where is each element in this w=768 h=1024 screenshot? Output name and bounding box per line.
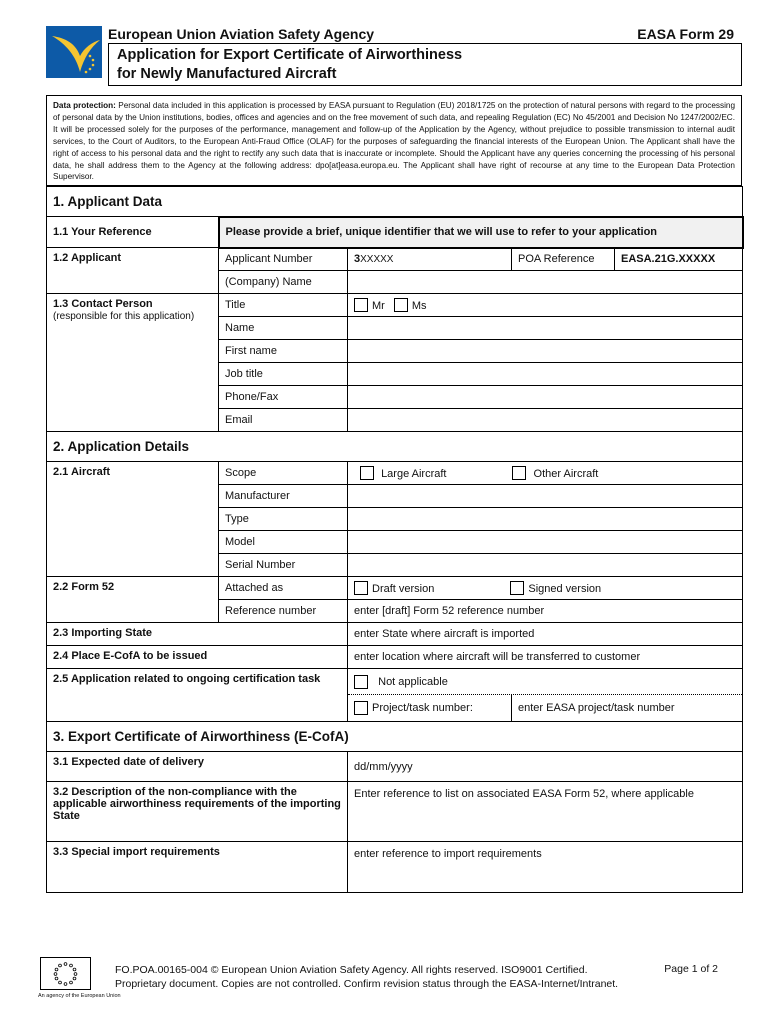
special-import-field[interactable]: enter reference to import requirements (348, 842, 743, 893)
section-ecofa: 3. Export Certificate of Airworthiness (E-CofA) (47, 722, 743, 752)
applicant-number-field[interactable] (348, 248, 512, 271)
poa-reference-label: POA Reference (512, 248, 615, 271)
applicant-number-prefix: 3 (354, 253, 361, 266)
other-aircraft-checkbox[interactable] (512, 466, 526, 480)
expected-delivery-field[interactable]: dd/mm/yyyy (348, 752, 743, 782)
your-reference-field[interactable]: Please provide a brief, unique identifier that we will use to refer to your application (219, 217, 743, 248)
scope-field (348, 462, 743, 485)
type-label: Type (219, 508, 348, 531)
model-label: Model (219, 531, 348, 554)
signed-version-checkbox[interactable] (510, 581, 524, 595)
large-aircraft-checkbox[interactable] (360, 466, 374, 480)
company-name-label: (Company) Name (219, 271, 348, 294)
title-label: Title (219, 294, 348, 317)
email-label: Email (219, 409, 348, 432)
manufacturer-label: Manufacturer (219, 485, 348, 508)
job-title-label: Job title (219, 363, 348, 386)
non-compliance-field[interactable]: Enter reference to list on associated EASA Form 52, where applicable (348, 782, 743, 842)
footer-text (115, 963, 618, 991)
type-field[interactable] (348, 508, 743, 531)
signed-version-label: Signed version (528, 583, 602, 595)
attached-as-label: Attached as (219, 577, 348, 600)
phone-fax-field[interactable] (348, 386, 743, 409)
your-reference-label: 1.1 Your Reference (47, 217, 219, 248)
first-name-field[interactable] (348, 340, 743, 363)
project-task-field[interactable]: enter EASA project/task number (518, 702, 675, 714)
page-number: Page 1 of 2 (664, 963, 718, 975)
name-label: Name (219, 317, 348, 340)
ms-checkbox[interactable] (394, 298, 408, 312)
footer-line1: FO.POA.00165-004 © European Union Aviation Safety Agency. All rights reserved. ISO9001 Certified. (115, 964, 588, 976)
place-ecofa-label: 2.4 Place E-CofA to be issued (47, 646, 348, 669)
title-field (348, 294, 743, 317)
name-field[interactable] (348, 317, 743, 340)
scope-label: Scope (219, 462, 348, 485)
eu-flag-icon (40, 957, 91, 990)
not-applicable-label: Not applicable (378, 675, 448, 688)
contact-person-label (47, 294, 219, 432)
related-task-label: 2.5 Application related to ongoing certification task (47, 669, 348, 722)
form-title (108, 43, 742, 86)
place-ecofa-field[interactable]: enter location where aircraft will be transferred to customer (348, 646, 743, 669)
project-task-label: Project/task number: (372, 702, 473, 714)
section-application-details: 2. Application Details (47, 432, 743, 462)
form52-label: 2.2 Form 52 (47, 577, 219, 623)
large-aircraft-label: Large Aircraft (381, 468, 447, 480)
footer-line2: Proprietary document. Copies are not controlled. Confirm revision status through the EASA-Internet/Intranet. (115, 978, 619, 990)
form-title-line2: for Newly Manufactured Aircraft (117, 66, 337, 82)
eu-agency-line: An agency of the European Union (38, 993, 121, 999)
mr-checkbox[interactable] (354, 298, 368, 312)
manufacturer-field[interactable] (348, 485, 743, 508)
applicant-label: 1.2 Applicant (47, 248, 219, 294)
agency-name: European Union Aviation Safety Agency (108, 26, 375, 42)
importing-state-label: 2.3 Importing State (47, 623, 348, 646)
serial-number-label: Serial Number (219, 554, 348, 577)
aircraft-label: 2.1 Aircraft (47, 462, 219, 577)
mr-label: Mr (372, 300, 385, 312)
company-name-field[interactable] (348, 271, 743, 294)
reference-number-label: Reference number (219, 600, 348, 623)
easa-logo-icon (46, 26, 102, 78)
application-form-table (46, 186, 744, 893)
special-import-label: 3.3 Special import requirements (47, 842, 348, 893)
attached-as-field (348, 577, 743, 600)
email-field[interactable] (348, 409, 743, 432)
serial-number-field[interactable] (348, 554, 743, 577)
data-protection-notice (46, 95, 742, 186)
form-title-line1: Application for Export Certificate of Airworthiness (117, 47, 463, 63)
importing-state-field[interactable]: enter State where aircraft is imported (348, 623, 743, 646)
draft-version-label: Draft version (372, 583, 435, 595)
related-task-field (348, 669, 743, 722)
non-compliance-label: 3.2 Description of the non-compliance with the applicable airworthiness requirements of the importing State (47, 782, 348, 842)
ms-label: Ms (411, 300, 427, 312)
project-task-checkbox[interactable] (354, 701, 368, 715)
other-aircraft-label: Other Aircraft (533, 468, 599, 480)
contact-person-title: 1.3 Contact Person (53, 298, 153, 310)
contact-person-sub: (responsible for this application) (53, 311, 195, 322)
data-protection-label: Data protection: (53, 101, 116, 110)
reference-number-field[interactable]: enter [draft] Form 52 reference number (348, 600, 743, 623)
first-name-label: First name (219, 340, 348, 363)
applicant-number-label: Applicant Number (219, 248, 348, 271)
form-number: EASA Form 29 (637, 26, 734, 42)
poa-reference-field[interactable]: EASA.21G.XXXXX (615, 248, 743, 271)
not-applicable-checkbox[interactable] (354, 675, 368, 689)
model-field[interactable] (348, 531, 743, 554)
applicant-number-rest: XXXXX (360, 254, 394, 266)
section-applicant-data: 1. Applicant Data (47, 187, 743, 217)
expected-delivery-label: 3.1 Expected date of delivery (47, 752, 348, 782)
job-title-field[interactable] (348, 363, 743, 386)
data-protection-text: Personal data included in this application is processed by EASA pursuant to Regulation (EU) 2018/1725 on the protection of natural persons with regard to the processing of personal data by the Union institutions, bodies, offices and agencies and on the free movement of such data, and repealing Regulation (EC) No 45/2001 and Decision No 1247/2002/EC. It will be processed solely for the purposes of the performance, management and follow-up of the Application by the Agency, without prejudice to possible transmission to internal audit services, to the Court of Auditors, to the European Anti-Fraud Office (OLAF) for the purposes of safeguarding the financial interests of the European Union. The Applicant shall have the right of access to his personal data and the right to rectify any such data that is inaccurate or incomplete. Should the Applicant have any queries concerning the processing of his personal data, he shall address them to the Agency at the following address: dpo[at]easa.europa.eu. The Applicant shall have right of recourse at any time to the European Data Protection Supervisor. (53, 101, 735, 182)
phone-fax-label: Phone/Fax (219, 386, 348, 409)
draft-version-checkbox[interactable] (354, 581, 368, 595)
